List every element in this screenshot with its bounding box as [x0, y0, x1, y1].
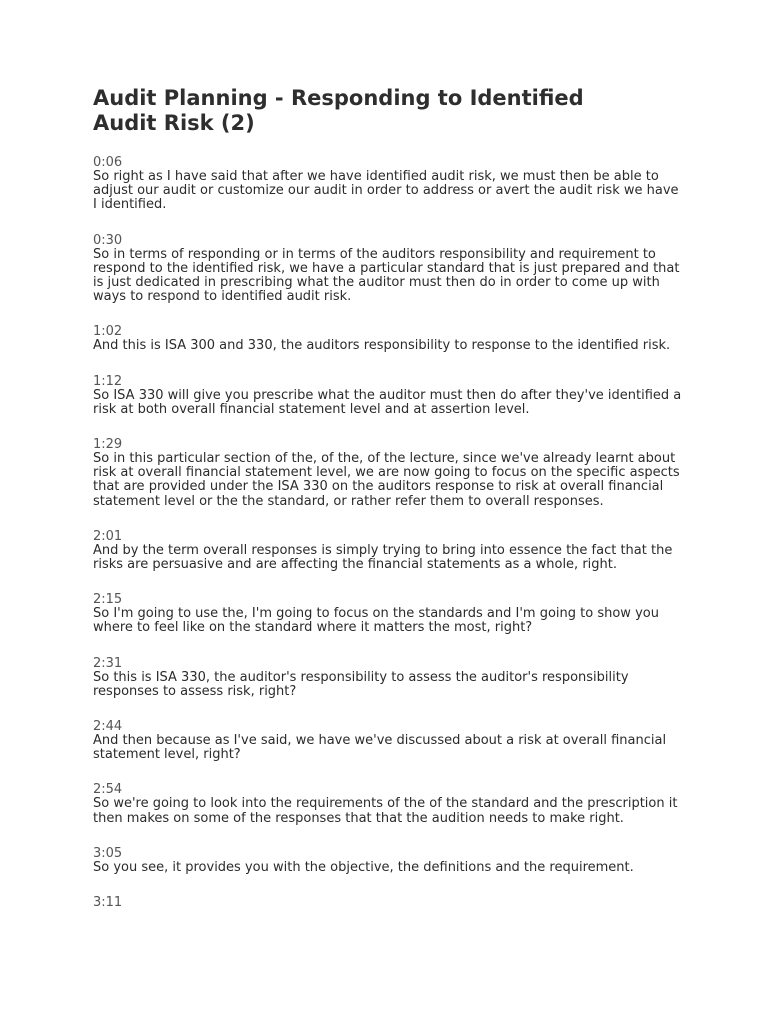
- segment-timestamp: 1:12: [93, 373, 123, 389]
- segment-timestamp: 2:31: [93, 655, 123, 671]
- segment-timestamp: 2:54: [93, 782, 123, 798]
- segment-timestamp: 0:30: [93, 232, 123, 248]
- segment-text: So right as I have said that after we have identified audit risk, we must then be able to adjust our audit or customize our audit in order to address or avert the audit risk we have I identified.: [93, 169, 679, 213]
- transcript-segment: [93, 438, 688, 509]
- segment-text: And by the term overall responses is simply trying to bring into essence the fact that the risks are persuasive and are affecting the financial statements as a whole, right.: [93, 542, 673, 573]
- transcript-segment: [93, 896, 688, 910]
- transcript-segment: [93, 720, 688, 762]
- transcript-segment: [93, 325, 688, 353]
- segment-text: So in terms of responding or in terms of the auditors responsibility and requirement to respond to the identified risk, we have a particular standard that is just prepared and that is just dedicated in prescribing what the auditor must then do in order to come up with ways to respond to identified audit risk.: [93, 246, 680, 305]
- transcript-segment: [93, 847, 688, 875]
- page-title: Audit Planning - Responding to Identified Audit Risk (2): [93, 86, 584, 135]
- segment-text: So in this particular section of the, of the, of the lecture, since we've already learnt about risk at overall financial statement level, we are now going to focus on the specific aspects that are provided under the ISA 330 on the auditors response to risk at overall financial statement level or the the standard, or rather refer them to overall responses.: [93, 451, 680, 509]
- transcript-segment: [93, 783, 688, 825]
- transcript-segment: [93, 234, 688, 305]
- segment-text: And then because as I've said, we have we've discussed about a risk at overall financial statement level, right?: [93, 733, 667, 763]
- transcript-segment: [93, 375, 688, 417]
- segment-text: So we're going to look into the requirements of the of the standard and the prescription it then makes on some of the responses that that the audition needs to make right.: [93, 796, 678, 826]
- segment-timestamp: 3:05: [93, 845, 123, 861]
- segment-timestamp: 1:29: [93, 437, 123, 453]
- segment-text: So you see, it provides you with the objective, the definitions and the requirement.: [93, 859, 634, 875]
- transcript-segment: [93, 657, 688, 699]
- segment-timestamp: 1:02: [93, 324, 123, 340]
- segment-text: So I'm going to use the, I'm going to focus on the standards and I'm going to show you where to feel like on the standard where it matters the most, right?: [93, 606, 659, 636]
- segment-timestamp: 2:44: [93, 719, 123, 735]
- segment-timestamp: 0:06: [93, 155, 123, 170]
- transcript-segment: [93, 593, 688, 635]
- segment-timestamp: 2:01: [93, 528, 123, 544]
- segment-text: So this is ISA 330, the auditor's responsibility to assess the auditor's responsibility responses to assess risk, right?: [93, 669, 629, 699]
- segment-timestamp: 2:15: [93, 592, 123, 608]
- segment-text: So ISA 330 will give you prescribe what the auditor must then do after they've identified a risk at both overall financial statement level and at assertion level.: [93, 387, 682, 417]
- segment-text: And this is ISA 300 and 330, the auditors responsibility to response to the identified risk.: [93, 338, 671, 354]
- transcript-segment: [93, 530, 688, 572]
- transcript-segment: [93, 156, 688, 213]
- segment-timestamp: 3:11: [93, 895, 123, 911]
